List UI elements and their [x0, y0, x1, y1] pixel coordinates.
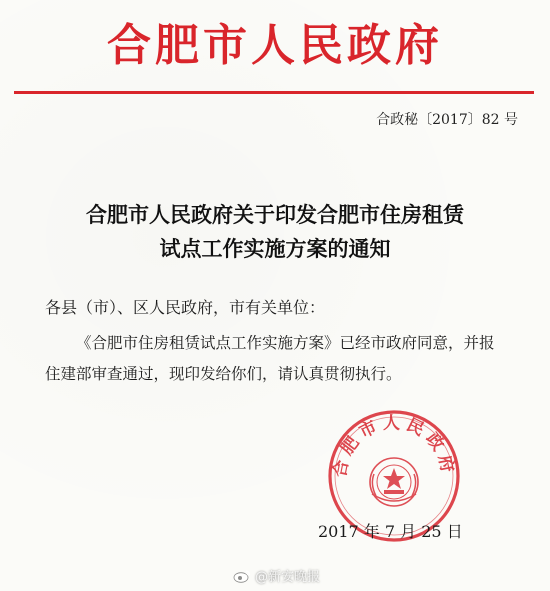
watermark-text: @新安晚报 [255, 570, 321, 585]
salutation: 各县（市）、区人民政府，市有关单位： [45, 298, 326, 317]
seal-text: 合肥市人民政府 [330, 413, 458, 479]
government-header-title: 合肥市人民政府 [107, 20, 443, 71]
source-watermark [233, 566, 320, 585]
national-emblem-icon [370, 458, 418, 506]
body-paragraph: 《合肥市住房租赁试点工作实施方案》已经市政府同意，并报住建部审查通过，现印发给你们，请认真贯彻执行。 [45, 334, 495, 383]
weibo-icon [233, 569, 251, 583]
header-red-rule [14, 91, 534, 94]
notice-title [0, 198, 550, 266]
issue-date: 2017 年 7 月 25 日 [318, 522, 463, 541]
notice-title-line-1: 合肥市人民政府关于印发合肥市住房租赁 [86, 202, 464, 227]
document-number: 合政秘〔2017〕82 号 [376, 112, 518, 128]
notice-title-line-2: 试点工作实施方案的通知 [159, 236, 391, 261]
